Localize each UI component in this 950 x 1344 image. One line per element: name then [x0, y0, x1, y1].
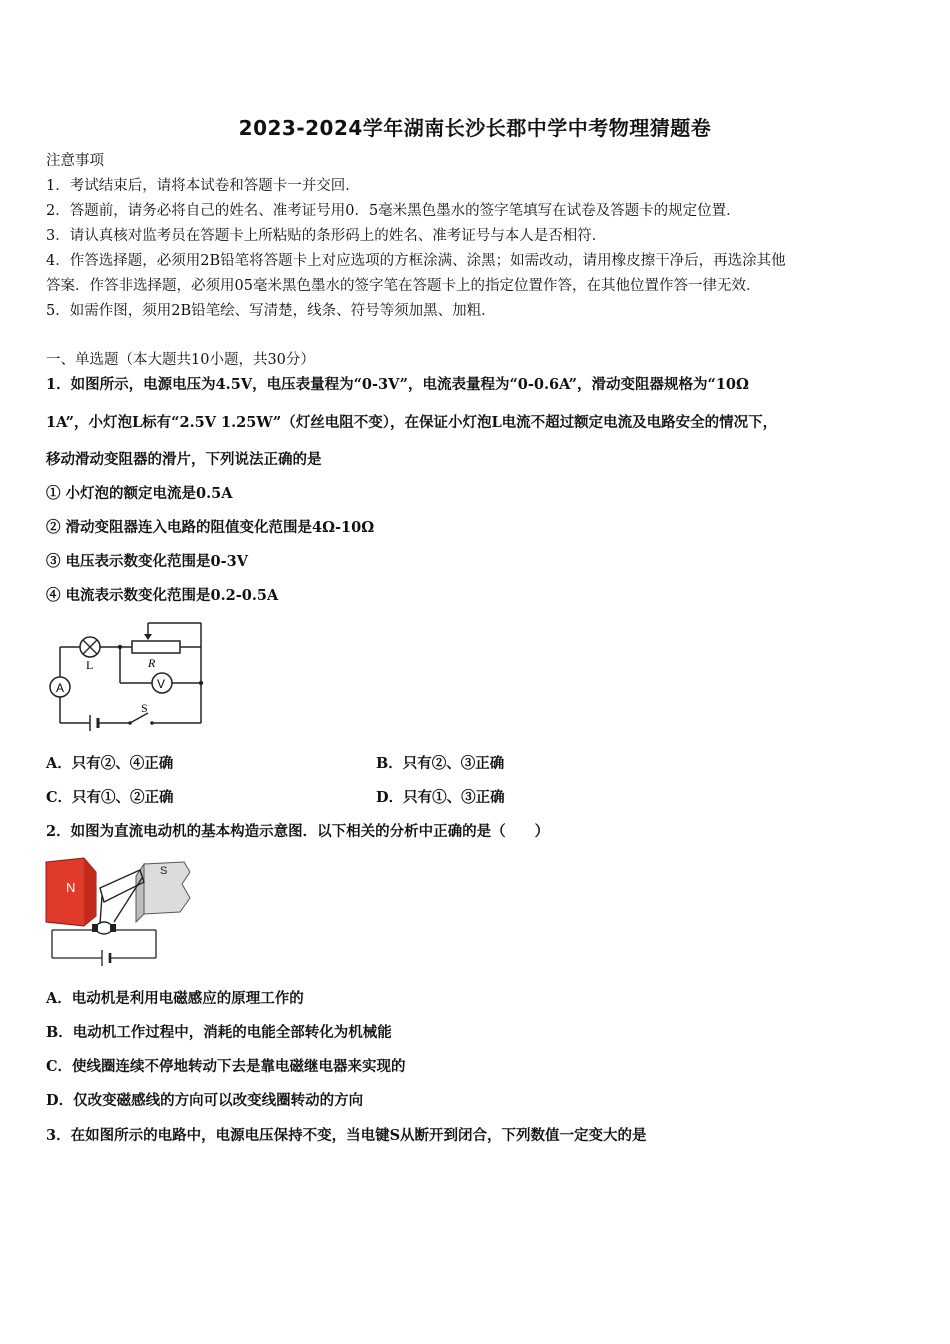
q2-option-c[interactable]: C．使线圈连续不停地转动下去是靠电磁继电器来实现的	[46, 1058, 406, 1075]
q1-option-a[interactable]: A．只有②、④正确	[46, 755, 174, 772]
q1-option-c[interactable]: C．只有①、②正确	[46, 789, 174, 806]
lamp-icon	[80, 637, 100, 657]
page-title: 2023-2024学年湖南长沙长郡中学中考物理猜题卷	[238, 116, 712, 140]
resistor-label: R	[148, 656, 156, 670]
notice-heading: 注意事项	[46, 153, 104, 169]
q1-statement-4: ④ 电流表示数变化范围是0.2-0.5A	[46, 587, 279, 604]
q2-option-b[interactable]: B．电动机工作过程中，消耗的电能全部转化为机械能	[46, 1024, 392, 1041]
section-heading: 一、单选题（本大题共10小题，共30分）	[46, 352, 315, 368]
notice-item-3: 3．请认真核对监考员在答题卡上所粘贴的条形码上的姓名、准考证号与本人是否相符．	[46, 228, 607, 244]
notice-item-4: 4．作答选择题，必须用2B铅笔将答题卡上对应选项的方框涂满、涂黑；如需改动，请用橡皮擦干净后，再选涂其他	[46, 253, 786, 269]
q2-option-d[interactable]: D．仅改变磁感线的方向可以改变线圈转动的方向	[46, 1092, 364, 1109]
q1-statement-3: ③ 电压表示数变化范围是0-3V	[46, 553, 248, 570]
q1-line-1: 1．如图所示，电源电压为4.5V，电压表量程为“0-3V”，电流表量程为“0-0.6A”，滑动变阻器规格为“10Ω	[46, 376, 749, 393]
q1-line-2: 1A”，小灯泡L标有“2.5V 1.25W”（灯丝电阻不变），在保证小灯泡L电流不超过额定电流及电路安全的情况下，	[46, 414, 778, 431]
north-pole-label: N	[66, 880, 76, 895]
q1-line-3: 移动滑动变阻器的滑片，下列说法正确的是	[46, 451, 322, 468]
q1-circuit-diagram	[44, 617, 214, 732]
notice-item-1: 1．考试结束后，请将本试卷和答题卡一并交回．	[46, 178, 360, 194]
switch-label: S	[141, 701, 148, 715]
q3-stem: 3．在如图所示的电路中，电源电压保持不变，当电键S从断开到闭合，下列数值一定变大的是	[46, 1127, 647, 1144]
lamp-label: L	[86, 658, 94, 672]
q2-motor-diagram	[44, 852, 194, 972]
notice-item-5: 5．如需作图，须用2B铅笔绘、写清楚，线条、符号等须加黑、加粗．	[46, 303, 496, 319]
q2-stem: 2．如图为直流电动机的基本构造示意图．以下相关的分析中正确的是（ ）	[46, 823, 550, 840]
voltmeter-label: V	[157, 677, 166, 691]
q1-statement-1: ① 小灯泡的额定电流是0.5A	[46, 485, 233, 502]
q2-option-a[interactable]: A．电动机是利用电磁感应的原理工作的	[46, 990, 304, 1007]
q1-option-d[interactable]: D．只有①、③正确	[376, 789, 505, 806]
notice-item-2: 2．答题前，请务必将自己的姓名、准考证号用0．5毫米黑色墨水的签字笔填写在试卷及答题卡的规定位置．	[46, 203, 741, 219]
battery-icon	[90, 715, 98, 731]
notice-item-4-cont: 答案．作答非选择题，必须用05毫米黑色墨水的签字笔在答题卡上的指定位置作答，在其他位置作答一律无效．	[46, 278, 761, 294]
south-pole-label: S	[160, 865, 168, 877]
ammeter-label: A	[56, 681, 65, 695]
q1-statement-2: ② 滑动变阻器连入电路的阻值变化范围是4Ω-10Ω	[46, 519, 375, 536]
q1-option-b[interactable]: B．只有②、③正确	[376, 755, 505, 772]
